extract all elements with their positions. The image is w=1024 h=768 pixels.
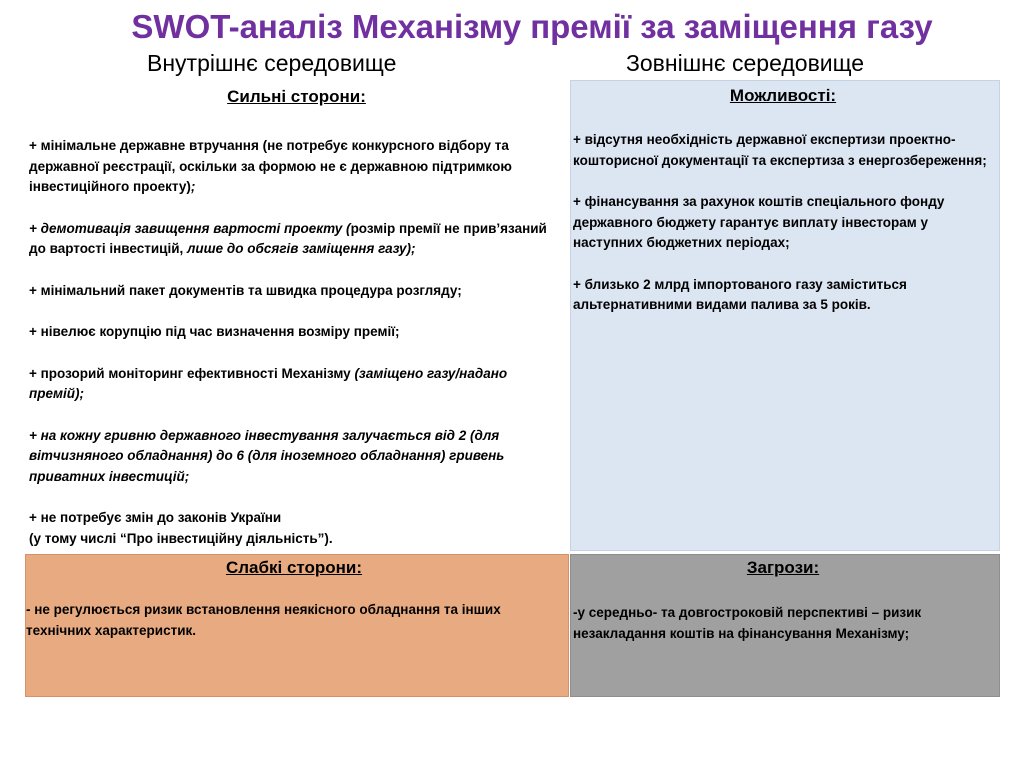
weaknesses-cell [25,554,569,697]
threats-heading: Загрози: [746,558,820,577]
opportunities-heading: Можливості: [729,86,837,105]
strength-item: + мінімальне державне втручання (не потребує конкурсного відбору та державної реєстрації, оскільки за формою не є державною підтримкою інвестиційного проекту); [29,138,512,194]
strength-item: + демотивація завищення вартості проекту (розмір премії не прив’язаний до вартості інвестицій, лише до обсягів заміщення газу); [29,220,547,256]
opportunity-item: + фінансування за рахунок коштів спеціального фонду державного бюджету гарантує виплату інвесторам у наступних бюджетних періодах; [573,194,945,250]
slide-title: SWOT-аналіз Механізму премії за заміщення газу [131,8,933,45]
strength-item: + на кожну гривню державного інвестування залучається від 2 (для вітчизняного обладнання) до 6 (для іноземного обладнання) гривень приватних інвестицій; [29,427,505,484]
weakness-item: - не регулюється ризик встановлення неякісного обладнання та інших технічних характеристик. [26,602,501,638]
strength-item: + нівелює корупцію під час визначення возміру премії; [29,324,400,339]
strengths-heading: Сильні сторони: [227,87,366,106]
external-environment-label: Зовнішнє середовище [626,50,865,76]
strengths-cell [25,80,569,551]
opportunities-cell [570,80,1000,551]
strength-item: + прозорий моніторинг ефективності Механізму (заміщено газу/надано премій); [29,365,508,401]
swot-table [25,80,1000,697]
strength-item: + мінімальний пакет документів та швидка процедура розгляду; [29,282,462,298]
opportunity-item: + відсутня необхідність державної експертизи проектно-кошторисної документації та експертиза з енергозбереження; [573,132,987,168]
opportunity-item: + близько 2 млрд імпортованого газу заміститься альтернативними видами палива за 5 років. [573,276,907,312]
strength-item: + не потребує змін до законів України (у тому числі “Про інвестиційну діяльність”). [29,510,333,546]
threats-cell [570,554,1000,697]
threat-item: -у середньо- та довгостроковій перспективі – ризик незакладання коштів на фінансування Механізму; [573,605,922,641]
internal-environment-label: Внутрішнє середовище [147,50,397,76]
weaknesses-heading: Слабкі сторони: [225,558,363,577]
